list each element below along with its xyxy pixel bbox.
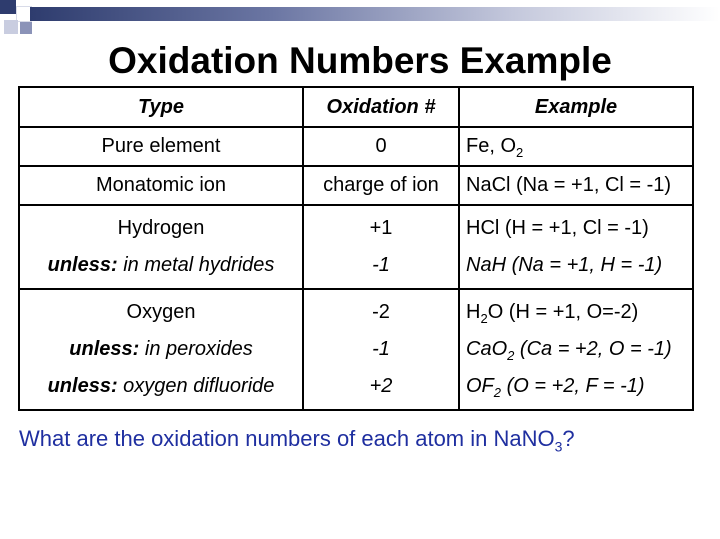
decor-gradient-bar <box>30 7 720 21</box>
question-main: What are the oxidation numbers of each atom in NaNO <box>19 426 555 451</box>
cell-oxidation: 0 <box>303 127 459 166</box>
table-row <box>19 289 693 410</box>
ox-line: +1 <box>369 217 393 239</box>
exception-line <box>26 247 296 284</box>
example-text: (Ca = +2, O = -1) <box>514 338 672 360</box>
header-type: Type <box>19 87 303 127</box>
subscript: 2 <box>516 145 524 160</box>
exception-text: in metal hydrides <box>117 254 275 276</box>
ox-line: +2 <box>369 375 393 397</box>
slide-title: Oxidation Numbers Example <box>108 40 612 81</box>
table-row <box>19 166 693 205</box>
table-row <box>19 205 693 289</box>
cell-type: Monatomic ion <box>19 166 303 205</box>
cell-example <box>459 127 693 166</box>
exception-text: in peroxides <box>139 338 253 360</box>
header-example: Example <box>459 87 693 127</box>
cell-type: Pure element <box>19 127 303 166</box>
exception-line <box>26 331 296 368</box>
decor-square <box>4 20 18 34</box>
decor-square <box>0 0 16 14</box>
subscript: 2 <box>493 385 502 400</box>
header-decoration <box>0 0 720 40</box>
example-line <box>466 294 686 331</box>
example-line <box>466 331 686 368</box>
example-line <box>466 368 686 405</box>
ox-line: -2 <box>372 301 390 323</box>
header-oxidation: Oxidation # <box>303 87 459 127</box>
exception-line <box>26 368 296 405</box>
example-line: NaH (Na = +1, H = -1) <box>466 254 663 276</box>
cell-type <box>19 205 303 289</box>
question-mark: ? <box>562 426 575 451</box>
example-text: Fe, O <box>466 135 517 157</box>
decor-square <box>20 22 32 34</box>
cell-oxidation: charge of ion <box>303 166 459 205</box>
unless-label: unless: <box>69 338 140 360</box>
cell-oxidation <box>303 289 459 410</box>
example-text: CaO <box>466 338 508 360</box>
cell-oxidation <box>303 205 459 289</box>
ox-line: -1 <box>372 254 390 276</box>
unless-label: unless: <box>47 375 118 397</box>
oxidation-table <box>18 86 694 411</box>
cell-example <box>459 289 693 410</box>
table-header-row <box>19 87 693 127</box>
example-text: H <box>466 301 481 323</box>
example-text: O (H = +1, O=-2) <box>487 301 639 323</box>
example-text: OF <box>466 375 494 397</box>
exception-text: oxygen difluoride <box>117 375 275 397</box>
subscript: 3 <box>554 438 563 455</box>
cell-example <box>459 205 693 289</box>
ox-line: -1 <box>372 338 390 360</box>
question-text <box>19 426 575 455</box>
cell-type <box>19 289 303 410</box>
unless-label: unless: <box>47 254 118 276</box>
subscript: 2 <box>480 311 488 326</box>
cell-example: NaCl (Na = +1, Cl = -1) <box>459 166 693 205</box>
table-row <box>19 127 693 166</box>
type-line: Oxygen <box>126 301 196 323</box>
type-line: Hydrogen <box>117 217 205 239</box>
subscript: 2 <box>507 348 515 363</box>
example-line: HCl (H = +1, Cl = -1) <box>466 217 649 239</box>
example-text: (O = +2, F = -1) <box>501 375 645 397</box>
